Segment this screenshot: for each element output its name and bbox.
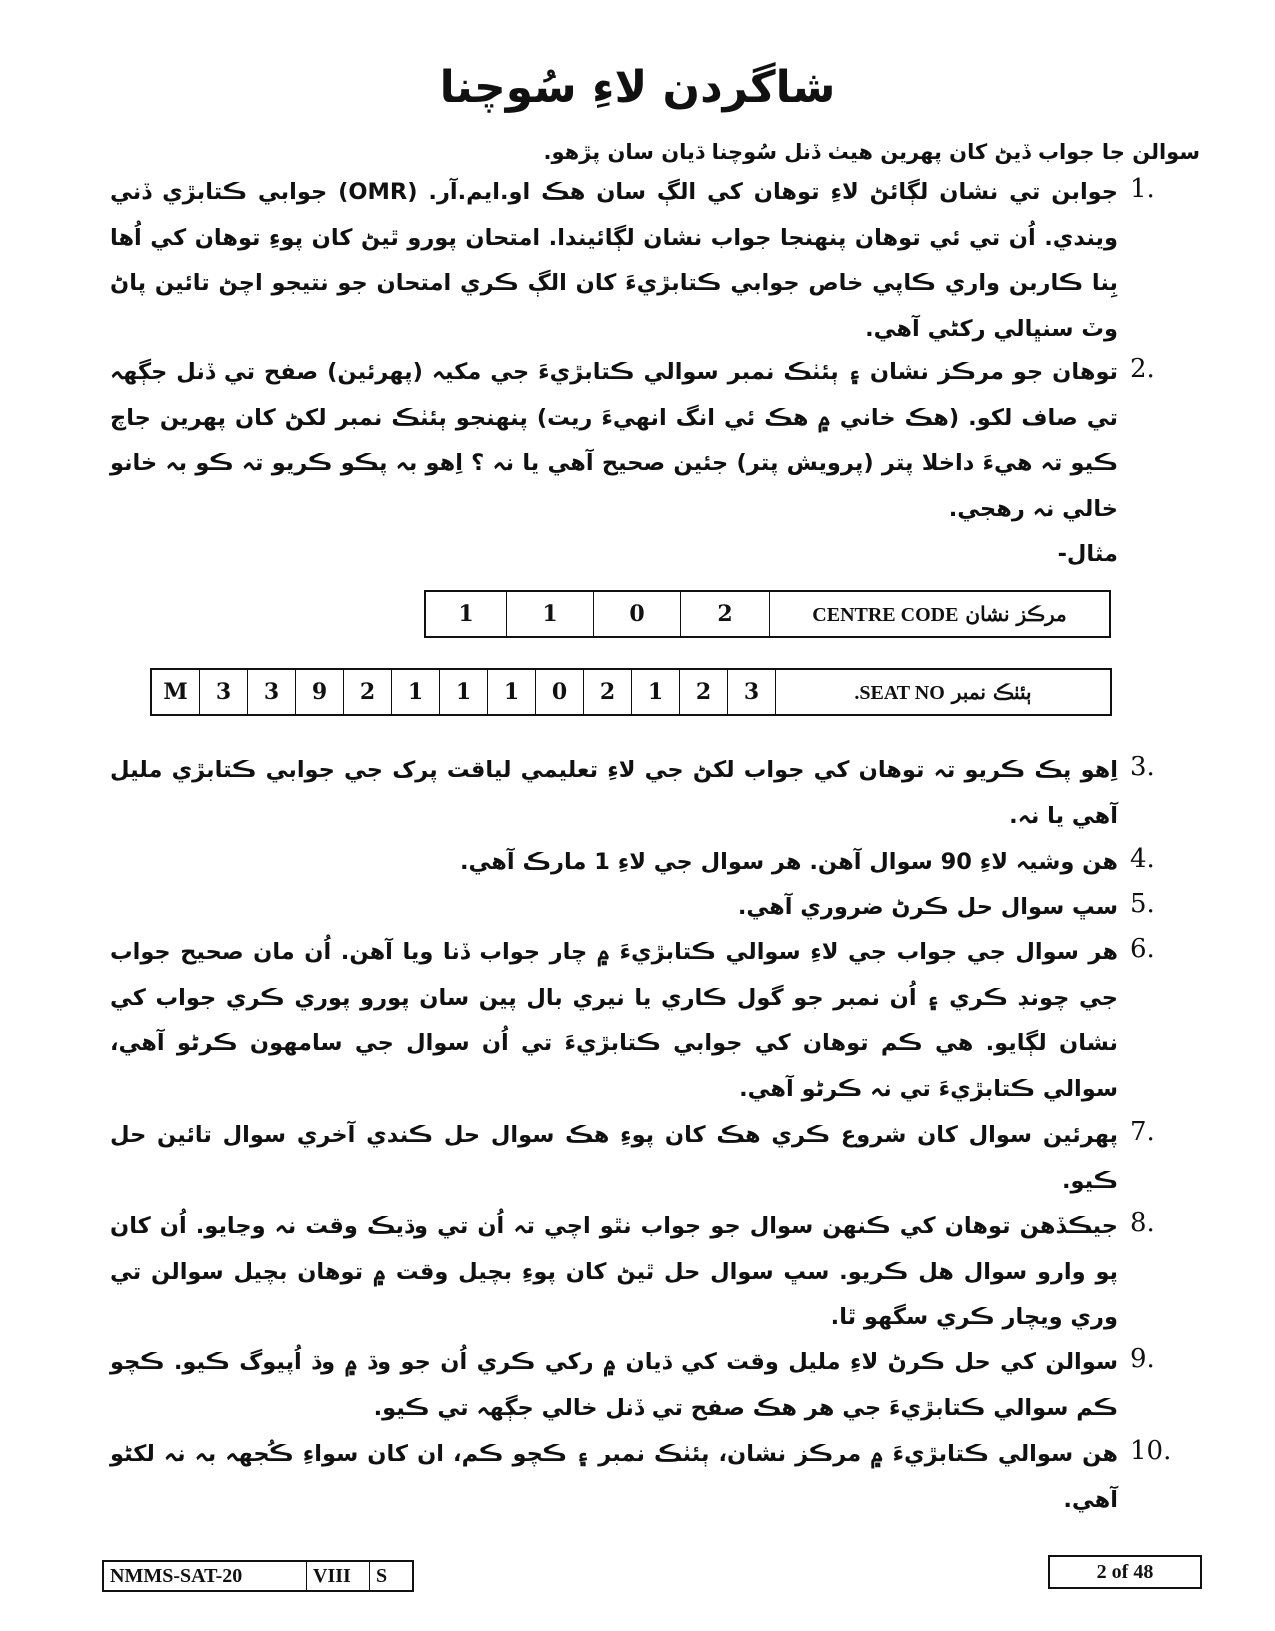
instruction-number: 4.	[1130, 844, 1155, 874]
seat-no-box	[150, 668, 1112, 716]
intro-text: سوالن جا جواب ڏيڻ کان پهرين هيٺ ڏنل سُوچنا ڌيان سان پڙهو.	[543, 140, 1200, 164]
seat-char: M	[151, 669, 200, 715]
instruction-number: 2.	[1130, 354, 1155, 384]
centre-digit: 1	[507, 591, 594, 637]
instruction-text: پهرئين سوال کان شروع ڪري هڪ کان پوءِ هڪ سوال حل ڪندي آخري سوال تائين حل ڪيو.	[110, 1122, 1118, 1194]
instruction-3	[110, 748, 1190, 839]
example-label: مثال-	[1057, 541, 1118, 567]
instruction-number: 7.	[1130, 1117, 1155, 1147]
centre-label-sd: مرڪز نشان	[965, 601, 1067, 626]
seat-char: 9	[296, 669, 344, 715]
instruction-text: سڀ سوال حل ڪرڻ ضروري آهي.	[737, 894, 1118, 920]
instruction-text: جوابن تي نشان لڳائڻ لاءِ توهان کي الڳ سان هڪ او.ايم.آر. (OMR) جوابي ڪتابڙي ڏني ويندي. اُن تي ئي توهان پنهنجا جواب نشان لڳائيندا. امتحان پورو ٿيڻ کان پوءِ توهان کي اُها بِنا ڪاربن واري ڪاپي خاص جوابي ڪتابڙيءَ کان الڳ ڪري امتحان جو نتيجو اچڻ تائين پاڻ وٽ سنڀالي رکڻي آهي.	[110, 179, 1119, 342]
instruction-text: هن وشيہ لاءِ 90 سوال آهن. هر سوال جي لاءِ 1 مارڪ آهي.	[459, 849, 1118, 875]
instruction-number: 3.	[1130, 752, 1155, 782]
centre-code-box	[424, 590, 1111, 638]
instruction-number: 8.	[1130, 1208, 1155, 1238]
instruction-text: هن سوالي ڪتابڙيءَ ۾ مرڪز نشان، ٻئٺڪ نمبر ۽ ڪچو ڪم، ان کان سواءِ ڪُجهہ بہ نہ لکڻو آهي.	[110, 1441, 1118, 1513]
seat-label-en: SEAT NO.	[854, 681, 945, 704]
instruction-8	[110, 1204, 1190, 1341]
centre-digit: 1	[425, 591, 507, 637]
instruction-text: سوالن کي حل ڪرڻ لاءِ مليل وقت کي ڌيان ۾ رکي ڪري اُن جو وڌ ۾ وڌ اُپيوگ ڪيو. ڪچو ڪم سوالي ڪتابڙيءَ جي هر هڪ صفح تي ڏنل خالي جڳهہ تي ڪيو.	[110, 1349, 1118, 1421]
seat-char: 3	[248, 669, 296, 715]
seat-char: 2	[680, 669, 728, 715]
instruction-4	[110, 840, 1190, 886]
instruction-number: 10.	[1130, 1436, 1172, 1466]
centre-label-en: CENTRE CODE	[812, 603, 959, 626]
centre-digit: 0	[594, 591, 681, 637]
instruction-9	[110, 1340, 1190, 1431]
instruction-10	[110, 1432, 1190, 1523]
paper-code-box	[102, 1560, 414, 1592]
instruction-number: 6.	[1130, 934, 1155, 964]
instruction-number: 1.	[1130, 174, 1155, 204]
seat-char: 2	[584, 669, 632, 715]
language-code: S	[370, 1561, 414, 1591]
page-title: شاگردن لاءِ سُوچنا	[439, 62, 836, 113]
page-number: 2 of 48	[1048, 1555, 1202, 1589]
instruction-text: جيڪڏهن توهان کي ڪنهن سوال جو جواب نٿو اچي تہ اُن تي وڌيڪ وقت نہ وڃايو. اُن کان پو وارو سوال هل ڪريو. سڀ سوال حل ٿيڻ کان پوءِ بچيل وقت ۾ توهان بچيل سوالن تي وري ويچار ڪري سگهو ٿا.	[110, 1213, 1118, 1330]
seat-char: 1	[440, 669, 488, 715]
seat-char: 2	[344, 669, 392, 715]
seat-char: 0	[536, 669, 584, 715]
seat-label-sd: ٻئٺڪ نمبر	[951, 679, 1032, 704]
instruction-text: اِهو پڪ ڪريو تہ توهان کي جواب لکڻ جي لاءِ تعليمي لياقت پرک جي جوابي ڪتابڙي مليل آهي يا نہ.	[110, 757, 1118, 829]
standard-code: VIII	[307, 1561, 370, 1591]
centre-code-label	[770, 591, 1111, 637]
seat-char: 1	[488, 669, 536, 715]
seat-char: 3	[728, 669, 776, 715]
instruction-text: هر سوال جي جواب جي لاءِ سوالي ڪتابڙيءَ ۾ چار جواب ڏنا ويا آهن. اُن مان صحيح جواب جي چونڊ ڪري ۽ اُن نمبر جو گول ڪاري يا نيري بال پين سان پورو پوري ڪري جواب کي نشان لڳايو. هي ڪم توهان کي جوابي ڪتابڙيءَ تي اُن سوال جي سامهون ڪرڻو آهي، سوالي ڪتابڙيءَ تي نہ ڪرڻو آهي.	[110, 939, 1118, 1102]
seat-char: 1	[392, 669, 440, 715]
instruction-6	[110, 930, 1190, 1112]
instruction-number: 9.	[1130, 1344, 1155, 1374]
centre-digit: 2	[681, 591, 770, 637]
instruction-text: توهان جو مرڪز نشان ۽ ٻئٺڪ نمبر سوالي ڪتابڙيءَ جي مکيہ (پهرئين) صفح تي ڏنل جڳهہ تي صاف لکو. (هڪ خاني ۾ هڪ ئي انگ انهيءَ ريت) پنهنجو ٻئٺڪ نمبر لکڻ کان پهرين جاچ ڪيو تہ هيءَ داخلا پتر (پرويش پتر) جئين صحيح آهي يا نہ ؟ اِهو بہ پڪو ڪريو تہ ڪو بہ خانو خالي نہ رهجي.	[110, 359, 1118, 522]
seat-no-label	[776, 669, 1112, 715]
instruction-7	[110, 1113, 1190, 1204]
instruction-2	[110, 350, 1190, 578]
seat-char: 3	[200, 669, 248, 715]
instruction-1	[110, 170, 1190, 352]
instruction-number: 5.	[1130, 889, 1155, 919]
paper-code: NMMS-SAT-20	[103, 1561, 307, 1591]
seat-char: 1	[632, 669, 680, 715]
instruction-5	[110, 885, 1190, 931]
